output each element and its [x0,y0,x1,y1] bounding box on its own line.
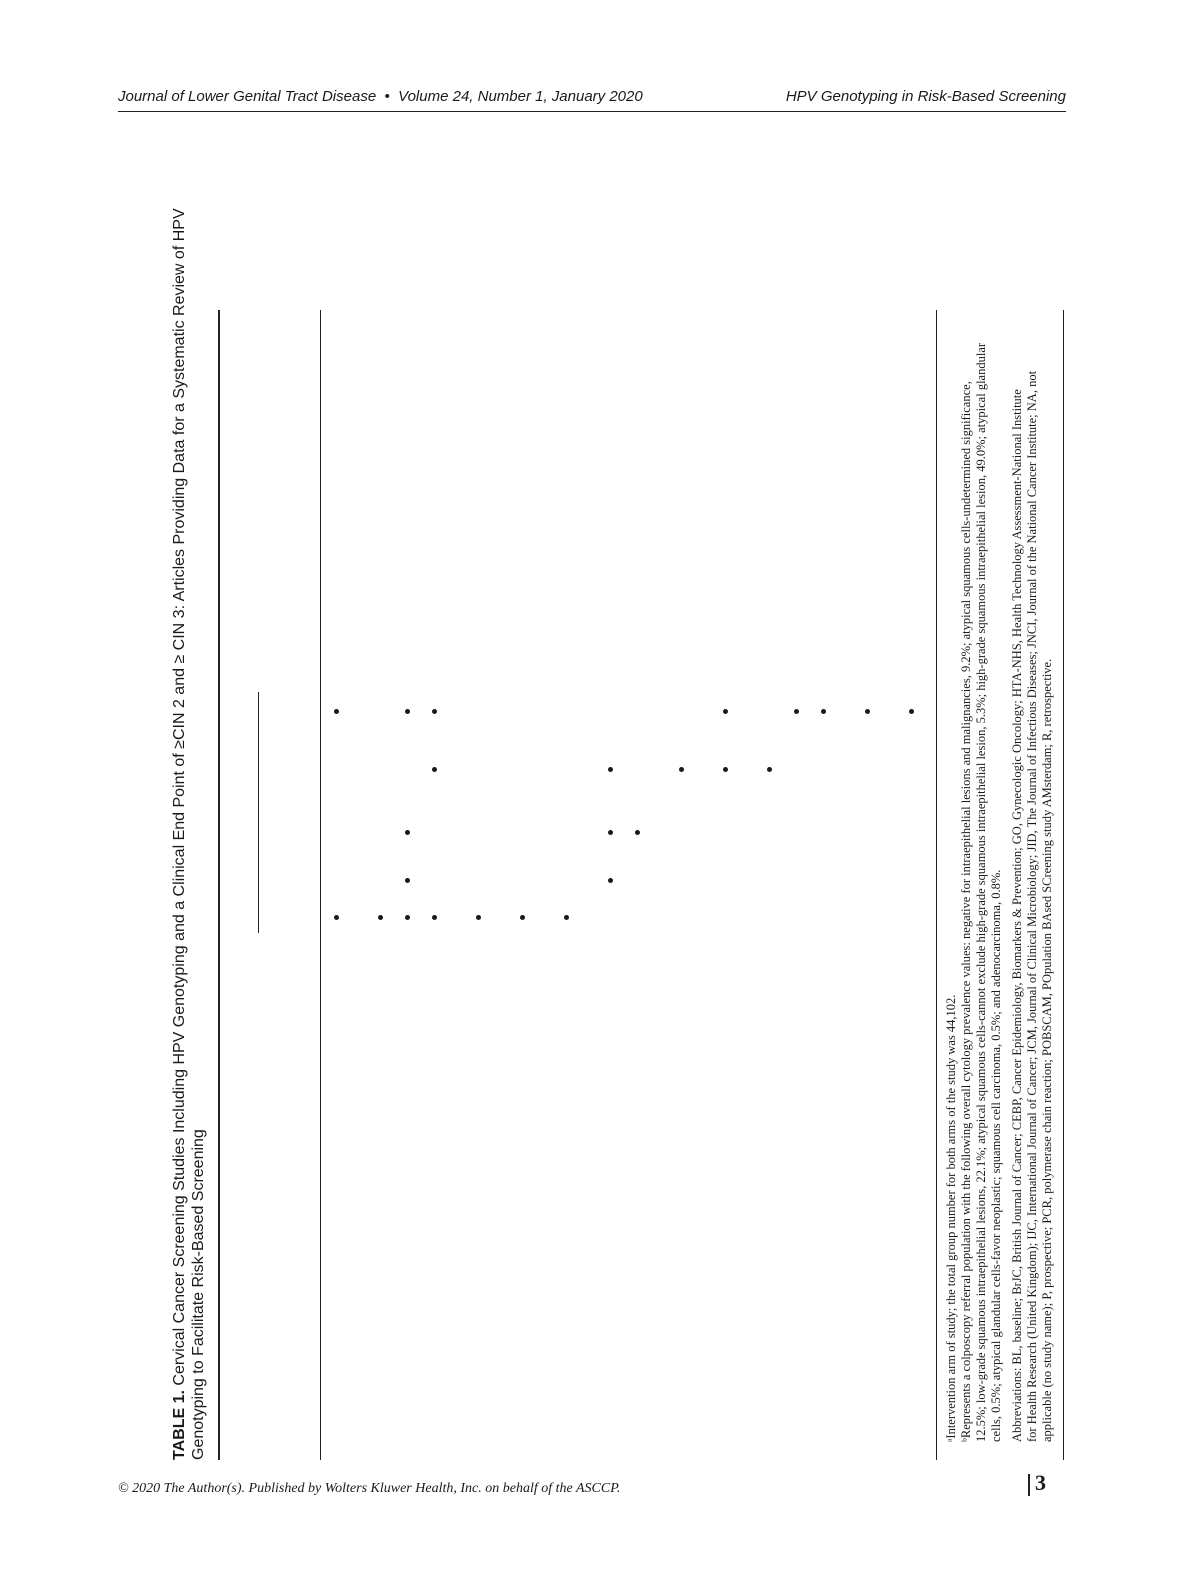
cytology-dot [865,709,870,714]
cytology-dot [794,709,799,714]
cytology-dot [635,830,640,835]
footnote-b: cells, 0.5%; atypical glandular cells-favor neoplastic; squamous cell carcinoma, 0.5%; and adenocarcinoma, 0.8%. [989,869,1003,1442]
cytology-dot [564,915,569,920]
volume-info: Volume 24, Number 1, January 2020 [398,88,643,105]
cytology-dot [821,709,826,714]
table-rule [1063,310,1064,1460]
cytology-dot [432,915,437,920]
cytology-dot [334,709,339,714]
footnote-b: 12.5%; low-grade squamous intraepithelial lesions, 22.1%; atypical squamous cells-cannot exclude high-grade squamous intraepithelial lesion, 5.3%; high-grade squamous intraepithelial lesion, 49.0%; atypical glandular [974,342,988,1442]
cytology-dot [405,830,410,835]
page-number-bar [1028,1474,1030,1496]
table-label: TABLE 1. [171,1390,188,1460]
page-number: 3 [1035,1470,1046,1495]
cytology-dot [520,915,525,920]
cytology-dot [405,709,410,714]
table-title-line2: Genotyping to Facilitate Risk-Based Screening [190,1129,207,1460]
copyright-line: © 2020 The Author(s). Published by Wolters Kluwer Health, Inc. on behalf of the ASCCP. [118,1481,621,1496]
cytology-dot [378,915,383,920]
running-head [118,88,1066,110]
cytology-dot [432,767,437,772]
table-rule [936,310,937,1460]
cytology-dot [432,709,437,714]
footnote-b: ᵇRepresents a colposcopy referral population with the following overall cytology prevalence values: negative for intraepithelial lesions and malignancies, 9.2%; atypical squamous cells-undetermined significance, [959,381,973,1442]
cytology-dot [608,878,613,883]
cytology-dot [679,767,684,772]
cytology-dot [723,709,728,714]
cytology-dot [767,767,772,772]
cytology-dot [405,878,410,883]
cytology-rule [258,692,259,933]
footnote-a: ᵃIntervention arm of study; the total group number for both arms of the study was 44,102. [944,994,958,1442]
header-separator: • [384,88,390,105]
abbreviations: Abbreviations: BL, baseline; BrJC, British Journal of Cancer; CEBP, Cancer Epidemiology, Biomarkers & Prevention; GO, Gynecologic Oncology; HTA-NHS, Health Technology Assessment-National Institute [1010,389,1024,1442]
cytology-dot [608,767,613,772]
short-title: HPV Genotyping in Risk-Based Screening [785,88,1066,105]
cytology-dot [334,915,339,920]
cytology-dot [723,767,728,772]
table-title-line1: Cervical Cancer Screening Studies Including HPV Genotyping and a Clinical End Point of ≥CIN 2 and ≥ CIN 3: Articles Providing Data for a Systematic Review of HPV [171,208,188,1386]
cytology-dot [608,830,613,835]
cytology-dot [405,915,410,920]
table-rule [218,310,220,1460]
journal-volume [118,88,643,105]
rotated-table-page [170,148,1054,1460]
table-title [170,160,208,1460]
table-rule [320,310,321,1460]
abbreviations: applicable (no study name); P, prospective; PCR, polymerase chain reaction; POBSCAM, POpulation BAsed SCreening study AMsterdam; R, retrospective. [1040,658,1054,1442]
header-rule [118,111,1066,112]
cytology-dot [909,709,914,714]
journal-name: Journal of Lower Genital Tract Disease [118,88,377,105]
cytology-dot [476,915,481,920]
abbreviations: for Health Research (United Kingdom); IJC, International Journal of Cancer; JCM, Journal of Clinical Microbiology; JID, The Journal of Infectious Diseases; JNCI, Journal of the National Cancer Institute; NA, not [1025,370,1039,1442]
